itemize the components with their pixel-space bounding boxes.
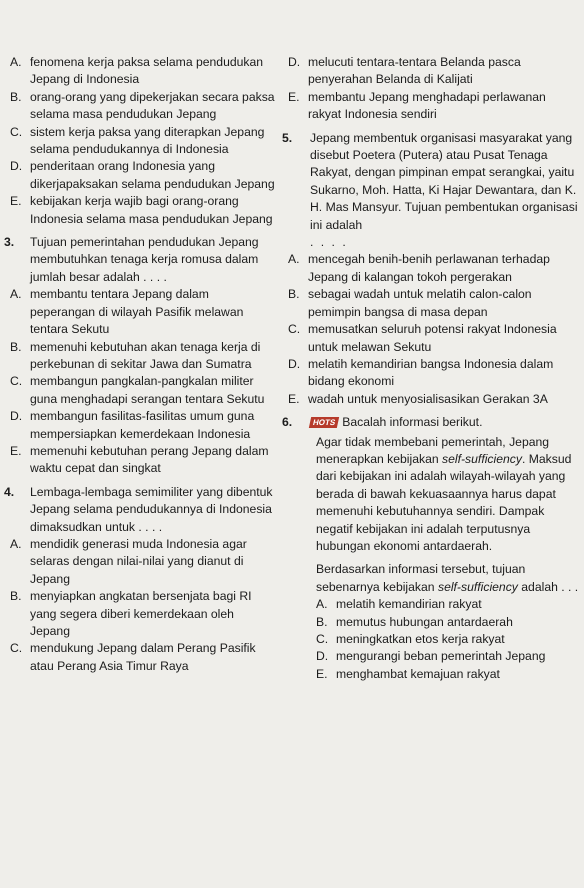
option-6c[interactable] xyxy=(316,631,582,648)
option-2b[interactable] xyxy=(10,89,276,124)
option-label: B. xyxy=(10,339,22,354)
option-text: memutus hubungan antardaerah xyxy=(336,614,513,629)
option-text: fenomena kerja paksa selama pendudukan Jepang di Indonesia xyxy=(30,55,264,87)
option-text: melatih kemandirian rakyat xyxy=(336,597,482,612)
info-box xyxy=(316,434,582,556)
question-4 xyxy=(4,484,276,536)
option-4c[interactable] xyxy=(10,640,276,675)
question-6-prompt xyxy=(316,561,582,596)
option-label: C. xyxy=(10,374,23,389)
option-text: mencegah benih-benih perlawanan terhadap Jepang di kalangan tokoh pergerakan xyxy=(308,252,550,284)
option-label: A. xyxy=(10,536,22,551)
right-column xyxy=(282,54,582,683)
option-label: D. xyxy=(10,409,23,424)
option-text: menyiapkan angkatan bersenjata bagi RI yang segera diberi kemerdekaan oleh Jepang xyxy=(30,589,252,638)
option-text: orang-orang yang dipekerjakan secara paksa selama masa pendudukan Jepang xyxy=(30,89,275,122)
option-text: mendidik generasi muda Indonesia agar selaras dengan nilai-nilai yang dianut di Jepang xyxy=(30,536,247,586)
prompt-pre: Berdasarkan informasi tersebut, tujuan sebenarnya kebijakan xyxy=(316,562,526,594)
option-6e[interactable] xyxy=(316,666,582,683)
info-text-post: . Maksud dari kebijakan ini adalah wilayah-wilayah yang berada di bawah kekuasaannya harus dapat memenuhi kebutuhannya sendiri. Dampak negatif kebijakan ini adalah terputusnya hubungan ekonomi antardaerah. xyxy=(316,451,572,553)
question-stem: Jepang membentuk organisasi masyarakat yang disebut Poetera (Putera) atau Pusat Tenaga Rakyat, dengan pimpinan empat serangkai, yaitu Sukarno, Moh. Hatta, Ki Hajar Dewantara, dan K. H. Mas Mansyur. Tujuan pembentukan organisasi ini adalah xyxy=(310,130,578,232)
question-5-dots: . . . . xyxy=(310,235,348,250)
option-text: memenuhi kebutuhan perang Jepang dalam waktu cepat dan singkat xyxy=(30,443,269,476)
option-label: E. xyxy=(10,443,22,458)
question-number: 3. xyxy=(4,235,15,250)
option-2e-right[interactable] xyxy=(288,89,582,124)
info-text-pre: Agar tidak membebani pemerintah, Jepang menerapkan kebijakan xyxy=(316,434,550,466)
question-stem: Bacalah informasi berikut. xyxy=(342,415,483,430)
option-text: memusatkan seluruh potensi rakyat Indonesia untuk melawan Sekutu xyxy=(308,322,557,354)
option-label: D. xyxy=(10,159,23,174)
option-3a[interactable] xyxy=(10,286,276,338)
option-2e[interactable] xyxy=(10,193,276,228)
option-6d[interactable] xyxy=(316,648,582,665)
hots-badge: HOTS xyxy=(309,417,340,428)
option-text: mengurangi beban pemerintah Jepang xyxy=(336,649,546,664)
option-3d[interactable] xyxy=(10,408,276,443)
info-term: self-sufficiency xyxy=(442,451,522,466)
option-label: C. xyxy=(316,632,329,646)
option-text: membantu tentara Jepang dalam peperangan di wilayah Pasifik melawan tentara Sekutu xyxy=(30,287,244,337)
option-5c[interactable] xyxy=(288,321,582,356)
option-label: B. xyxy=(288,287,300,302)
option-4b[interactable] xyxy=(10,588,276,640)
option-text: melatih kemandirian bangsa Indonesia dalam bidang ekonomi xyxy=(308,356,554,389)
option-label: D. xyxy=(288,356,301,371)
prompt-post: adalah . . . xyxy=(517,579,579,594)
question-number: 6. xyxy=(282,415,293,430)
option-text: menghambat kemajuan rakyat xyxy=(336,666,500,681)
option-5a[interactable] xyxy=(288,251,582,286)
option-label: A. xyxy=(288,252,300,267)
option-2a[interactable] xyxy=(10,54,276,89)
option-text: wadah untuk menyosialisasikan Gerakan 3A xyxy=(308,391,548,406)
option-label: B. xyxy=(10,589,22,604)
option-5b[interactable] xyxy=(288,286,582,321)
option-2d[interactable] xyxy=(10,158,276,193)
option-label: E. xyxy=(316,666,328,681)
prompt-term: self-sufficiency xyxy=(437,579,518,594)
option-text: membangun fasilitas-fasilitas umum guna mempersiapkan kemerdekaan Indonesia xyxy=(30,409,255,441)
option-text: sebagai wadah untuk melatih calon-calon pemimpin bangsa di masa depan xyxy=(308,287,532,319)
option-label: E. xyxy=(288,89,300,104)
question-stem: Tujuan pemerintahan pendudukan Jepang membutuhkan tenaga kerja romusa dalam jumlah besar adalah . . . . xyxy=(30,235,259,284)
question-6 xyxy=(282,414,582,431)
option-label: A. xyxy=(10,287,22,302)
question-number: 4. xyxy=(4,484,15,499)
option-label: B. xyxy=(10,89,22,104)
option-6a[interactable] xyxy=(316,596,582,613)
option-label: A. xyxy=(10,55,22,69)
left-column xyxy=(4,54,276,675)
option-3c[interactable] xyxy=(10,373,276,408)
option-text: penderitaan orang Indonesia yang dikerjapaksakan selama pendudukan Jepang xyxy=(30,159,275,191)
option-5d[interactable] xyxy=(288,356,582,391)
option-label: D. xyxy=(316,649,329,664)
option-label: C. xyxy=(288,322,301,337)
option-3b[interactable] xyxy=(10,339,276,374)
option-text: membangun pangkalan-pangkalan militer guna menghadapi serangan tentara Sekutu xyxy=(30,374,265,406)
option-text: mendukung Jepang dalam Perang Pasifik atau Perang Asia Timur Raya xyxy=(30,641,256,673)
question-3 xyxy=(4,234,276,286)
question-stem: Lembaga-lembaga semimiliter yang dibentuk Jepang selama pendudukannya di Indonesia dimaksudkan untuk . . . . xyxy=(30,484,273,534)
option-3e[interactable] xyxy=(10,443,276,478)
option-2c[interactable] xyxy=(10,124,276,159)
option-label: A. xyxy=(316,597,328,612)
option-label: D. xyxy=(288,55,301,69)
option-text: kebijakan kerja wajib bagi orang-orang Indonesia selama masa pendudukan Jepang xyxy=(30,194,273,226)
option-label: C. xyxy=(10,124,23,139)
option-text: melucuti tentara-tentara Belanda pasca penyerahan Belanda di Kalijati xyxy=(308,55,521,87)
option-2d-right[interactable] xyxy=(288,54,582,89)
option-text: memenuhi kebutuhan akan tenaga kerja di perkebunan di sekitar Jawa dan Sumatra xyxy=(30,339,261,371)
option-label: B. xyxy=(316,614,328,629)
question-stem-wrap xyxy=(310,414,582,431)
question-5 xyxy=(282,130,582,234)
option-text: membantu Jepang menghadapi perlawanan rakyat Indonesia sendiri xyxy=(308,89,546,122)
option-4a[interactable] xyxy=(10,536,276,588)
option-5e[interactable] xyxy=(288,391,582,408)
option-label: C. xyxy=(10,641,23,656)
question-number: 5. xyxy=(282,130,293,145)
option-label: E. xyxy=(288,391,300,406)
option-text: meningkatkan etos kerja rakyat xyxy=(336,632,505,646)
option-text: sistem kerja paksa yang diterapkan Jepang selama pendudukannya di Indonesia xyxy=(30,124,265,157)
option-label: E. xyxy=(10,194,22,209)
option-6b[interactable] xyxy=(316,614,582,631)
